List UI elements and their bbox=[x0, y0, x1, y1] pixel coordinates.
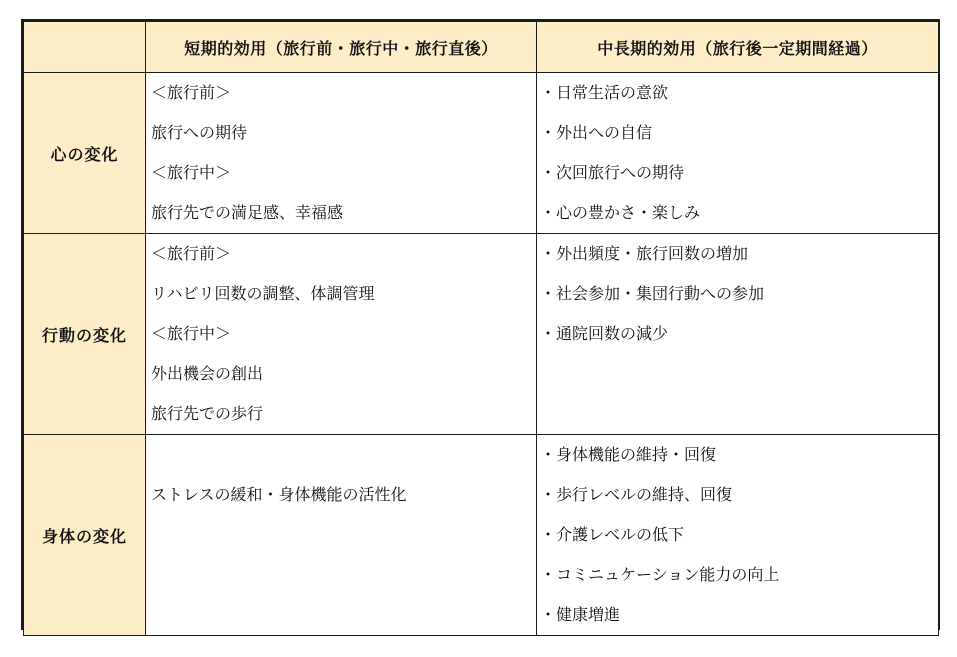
list-item: ストレスの緩和・身体機能の活性化 bbox=[151, 485, 407, 504]
row-label-mind: 心の変化 bbox=[24, 73, 146, 234]
table-row-body bbox=[24, 435, 939, 636]
list-item: ・心の豊かさ・楽しみ bbox=[540, 203, 701, 222]
list-item: ・介護レベルの低下 bbox=[540, 525, 685, 544]
list-item: ・身体機能の維持・回復 bbox=[540, 445, 717, 464]
list-item: ・次回旅行への期待 bbox=[540, 163, 685, 182]
row-label-behavior: 行動の変化 bbox=[24, 234, 146, 435]
list-item: ・通院回数の減少 bbox=[540, 324, 669, 343]
list-item: ＜旅行前＞ bbox=[151, 83, 232, 102]
effects-table bbox=[21, 19, 940, 630]
short-term-header: 短期的効用（旅行前・旅行中・旅行直後） bbox=[146, 22, 537, 73]
table-row-behavior bbox=[24, 234, 939, 435]
list-item: ・日常生活の意欲 bbox=[540, 83, 669, 102]
list-item: 旅行先での満足感、幸福感 bbox=[151, 203, 344, 222]
list-item: 旅行への期待 bbox=[151, 123, 248, 142]
list-item: ＜旅行前＞ bbox=[151, 244, 232, 263]
table-row-mind bbox=[24, 73, 939, 234]
list-item: ＜旅行中＞ bbox=[151, 163, 232, 182]
long-term-cell-behavior bbox=[537, 234, 939, 435]
list-item: ・健康増進 bbox=[540, 605, 621, 624]
corner-header bbox=[24, 22, 146, 73]
list-item: ＜旅行中＞ bbox=[151, 324, 232, 343]
short-term-cell-behavior bbox=[146, 234, 537, 435]
long-term-header: 中長期的効用（旅行後一定期間経過） bbox=[537, 22, 939, 73]
list-item: 外出機会の創出 bbox=[151, 364, 264, 383]
list-item: ・歩行レベルの維持、回復 bbox=[540, 485, 733, 504]
long-term-cell-body bbox=[537, 435, 939, 636]
list-item: リハビリ回数の調整、体調管理 bbox=[151, 284, 375, 303]
long-term-cell-mind bbox=[537, 73, 939, 234]
header-row bbox=[24, 22, 939, 73]
list-item: ・外出への自信 bbox=[540, 123, 653, 142]
short-term-cell-mind bbox=[146, 73, 537, 234]
effects-table-grid bbox=[23, 21, 939, 636]
list-item: ・コミニュケーション能力の向上 bbox=[540, 565, 780, 584]
list-item: ・社会参加・集団行動への参加 bbox=[540, 284, 765, 303]
row-label-body: 身体の変化 bbox=[24, 435, 146, 636]
short-term-cell-body bbox=[146, 435, 537, 636]
list-item: ・外出頻度・旅行回数の増加 bbox=[540, 244, 749, 263]
list-item: 旅行先での歩行 bbox=[151, 404, 264, 423]
